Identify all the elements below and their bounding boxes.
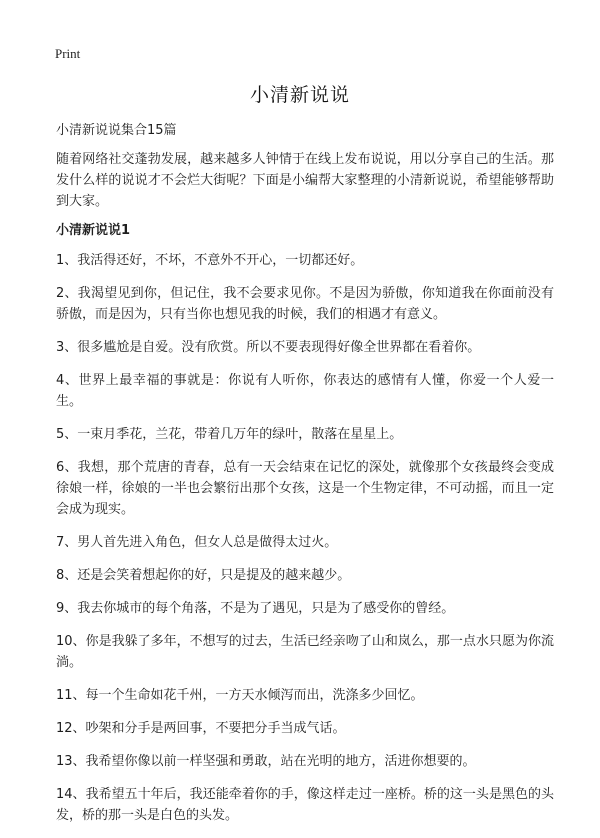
list-item: 5、一束月季花，兰花，带着几万年的绿叶，散落在星星上。 xyxy=(56,427,403,442)
list-item: 6、我想，那个荒唐的青春，总有一天会结束在记忆的深处，就像那个女孩最终会变成徐娘一样，徐娘的一半也会繁衍出那个女孩，这是一个生物定律，不可动摇，而且一定会成为现实。 xyxy=(56,460,554,517)
section-heading: 小清新说说1 xyxy=(56,223,131,238)
article-intro: 随着网络社交蓬勃发展，越来越多人钟情于在线上发布说说，用以分享自己的生活。那发什么样的说说才不会烂大街呢？下面是小编帮大家整理的小清新说说，希望能够帮助到大家。 xyxy=(56,152,554,209)
list-item: 9、我去你城市的每个角落，不是为了遇见，只是为了感受你的曾经。 xyxy=(56,601,455,616)
article-subtitle: 小清新说说集合15篇 xyxy=(56,123,177,138)
article-body xyxy=(56,120,554,838)
page-title: 小清新说说 xyxy=(249,84,350,106)
list-item: 8、还是会笑着想起你的好，只是提及的越来越少。 xyxy=(56,568,351,583)
list-item: 13、我希望你像以前一样坚强和勇敢，站在光明的地方，活进你想要的。 xyxy=(56,754,476,769)
list-item: 10、你是我躲了多年，不想写的过去，生活已经亲吻了山和岚么，那一点水只愿为你流淌。 xyxy=(56,634,554,670)
list-item: 2、我渴望见到你，但记住，我不会要求见你。不是因为骄傲，你知道我在你面前没有骄傲，而是因为，只有当你也想见我的时候，我们的相遇才有意义。 xyxy=(56,286,554,322)
list-item: 4、世界上最幸福的事就是：你说有人听你，你表达的感情有人懂，你爱一个人爱一生。 xyxy=(56,373,554,409)
list-item: 3、很多尴尬是自爱。没有欣赏。所以不要表现得好像全世界都在看着你。 xyxy=(56,340,481,355)
list-item: 11、每一个生命如花千州，一方天水倾泻而出，洗涤多少回忆。 xyxy=(56,688,424,703)
list-item: 12、吵架和分手是两回事，不要把分手当成气话。 xyxy=(56,721,346,736)
print-link[interactable]: Print xyxy=(55,46,81,61)
list-item: 14、我希望五十年后，我还能牵着你的手，像这样走过一座桥。桥的这一头是黑色的头发，桥的那一头是白色的头发。 xyxy=(56,787,554,823)
list-item: 7、男人首先进入角色，但女人总是做得太过火。 xyxy=(56,535,338,550)
list-item: 1、我活得还好，不坏，不意外不开心，一切都还好。 xyxy=(56,253,364,268)
